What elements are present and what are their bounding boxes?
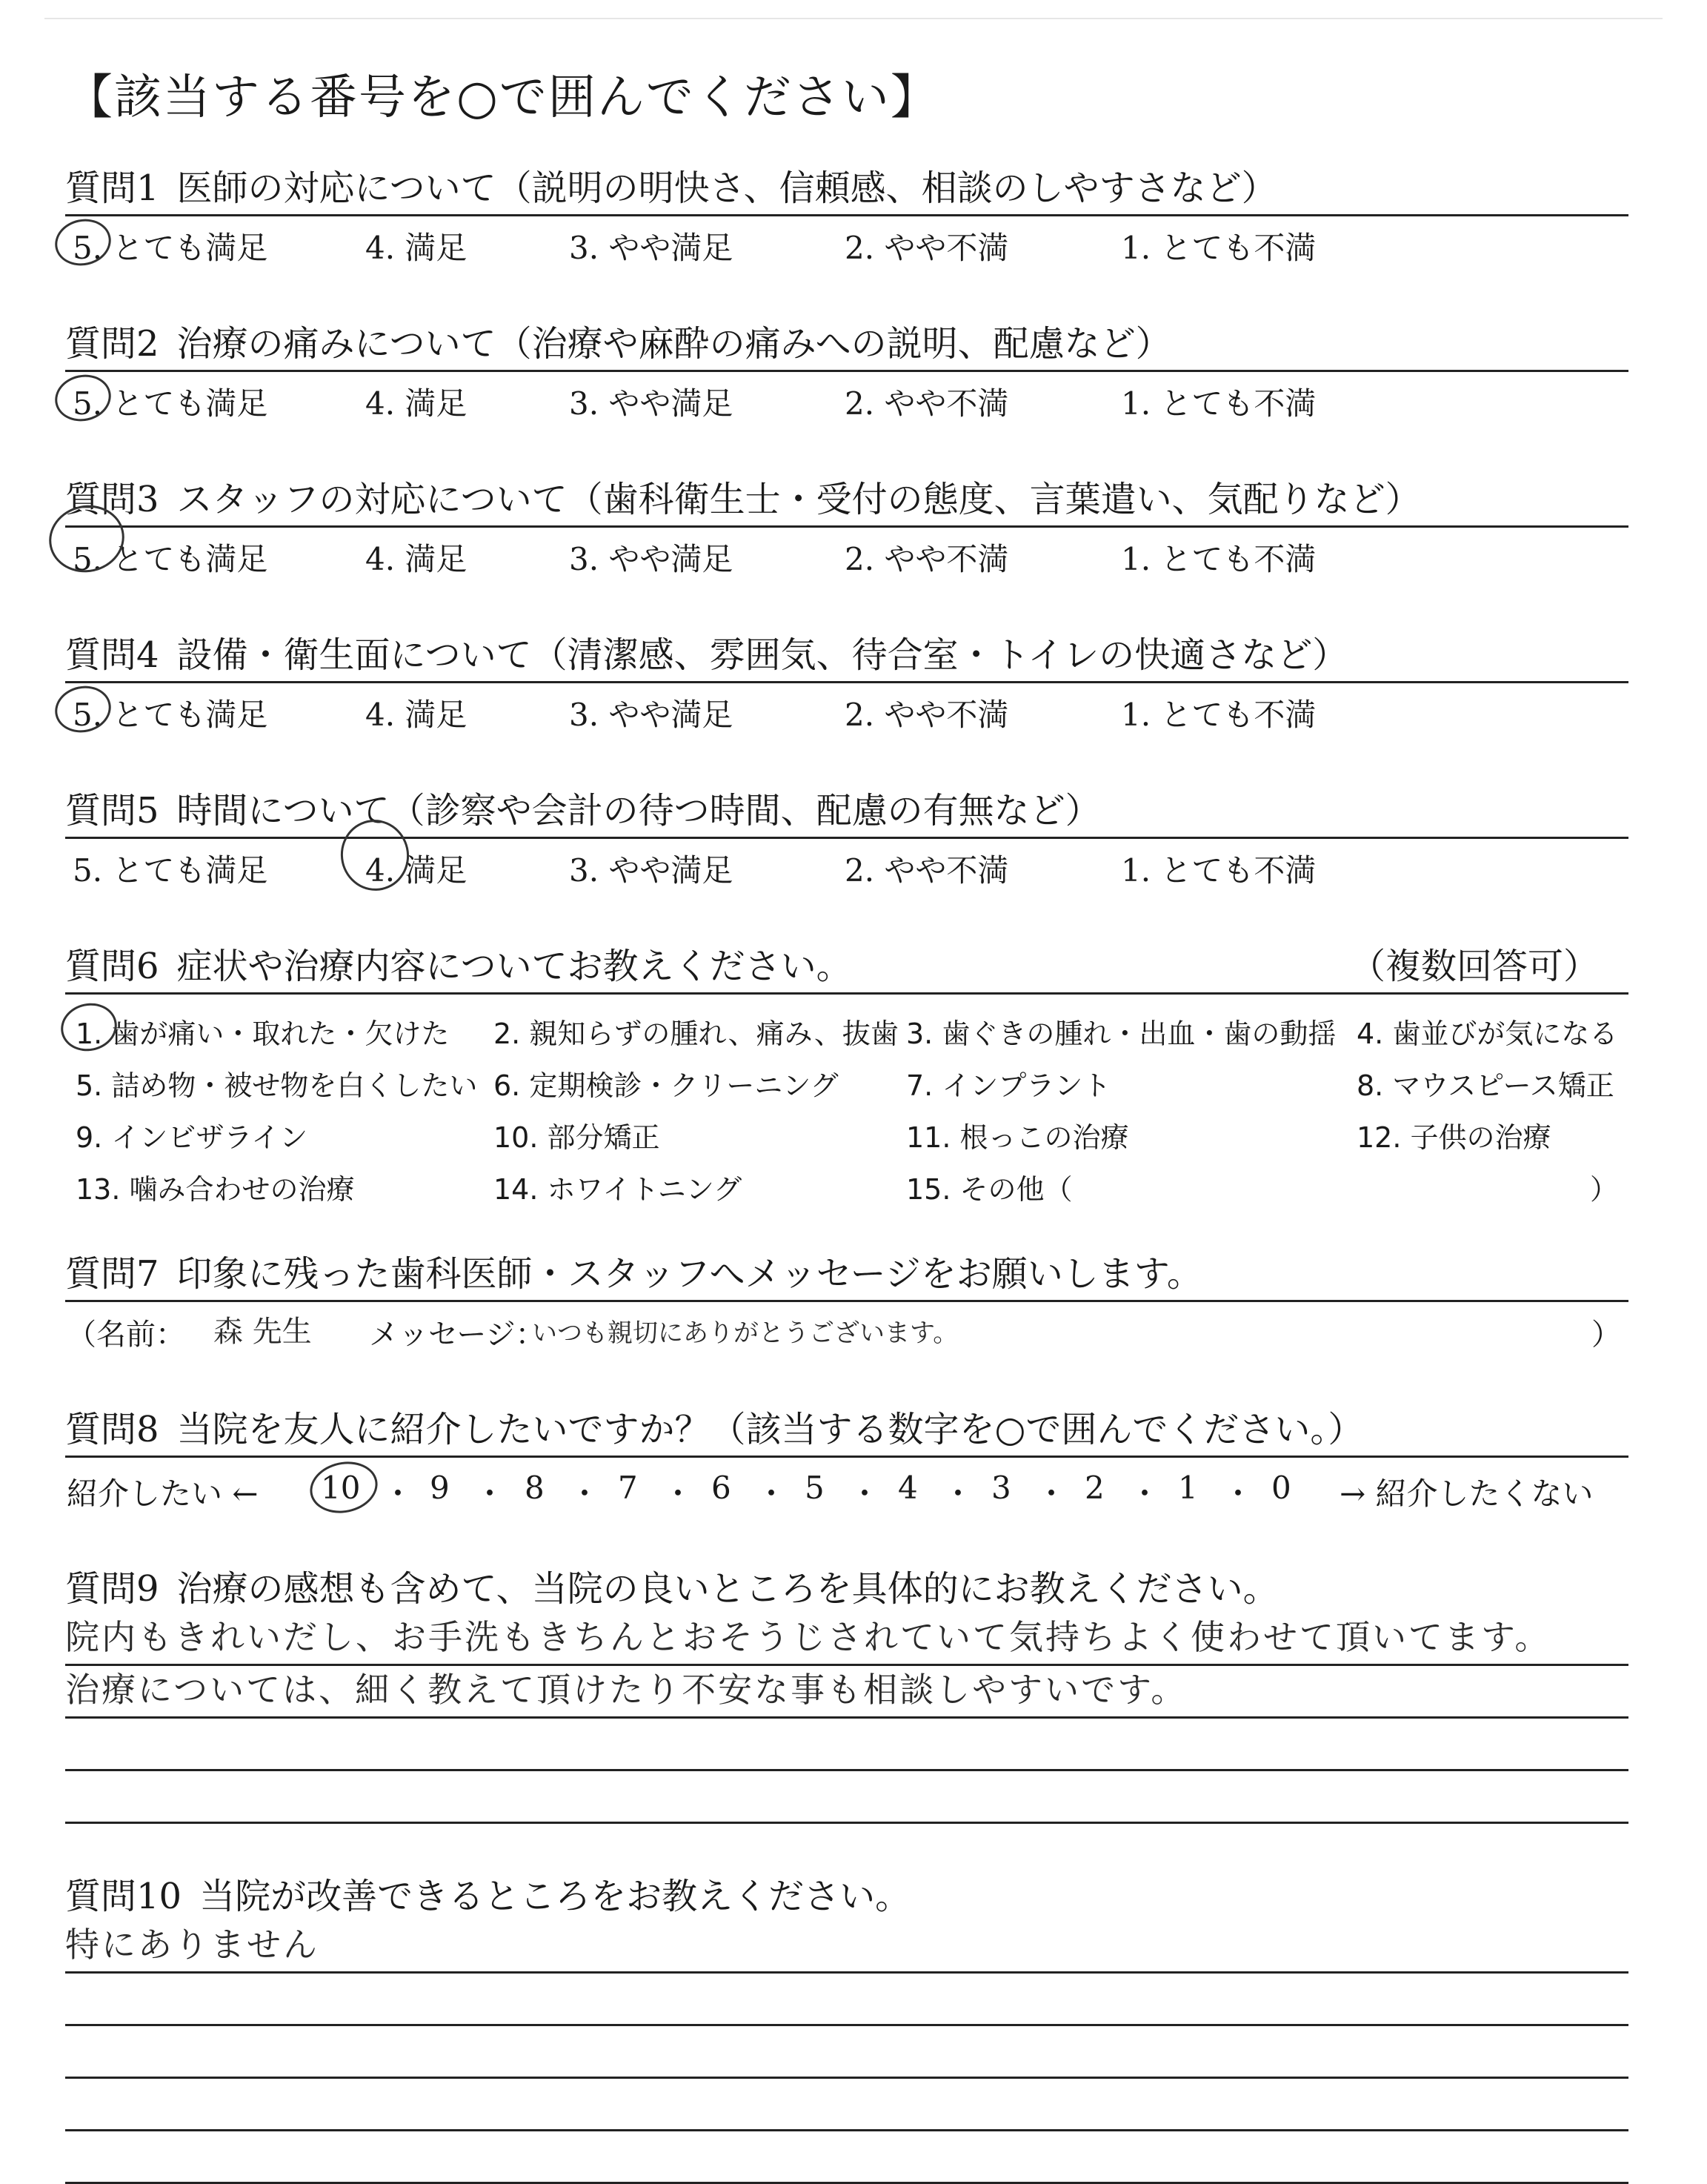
rating-options: [65, 372, 1628, 422]
symptom-4[interactable]: 4. 歯並びが気になる: [1357, 1018, 1618, 1050]
option-3[interactable]: 3. やや満足: [569, 230, 733, 266]
rating-options: [65, 216, 1628, 264]
scale-dot: ・: [1222, 1476, 1254, 1512]
answer-line: [65, 1771, 1628, 1824]
question-title: [65, 315, 1628, 368]
option-4[interactable]: 4. 満足: [365, 385, 467, 422]
question-text: 当院が改善できるところをお教えください。: [199, 1876, 911, 1917]
recommend-scale: [65, 1458, 1628, 1510]
question-number: 質問1: [65, 167, 159, 209]
question-6: [65, 937, 1628, 1209]
answer-area[interactable]: [65, 1921, 1628, 2184]
option-2[interactable]: 2. やや不満: [845, 852, 1009, 889]
question-3: [65, 471, 1628, 575]
question-text: 症状や治療内容についてお教えください。: [176, 946, 852, 987]
scale-8[interactable]: 8: [525, 1470, 545, 1506]
question-text: 設備・衛生面について（清潔感、雰囲気、待合室・トイレの快適さなど）: [176, 634, 1348, 676]
symptom-1[interactable]: 1. 歯が痛い・取れた・欠けた: [76, 1018, 450, 1050]
close-paren: ）: [1591, 1318, 1621, 1352]
scale-3[interactable]: 3: [991, 1470, 1011, 1506]
question-title: [65, 782, 1628, 835]
option-3[interactable]: 3. やや満足: [569, 852, 733, 889]
question-number: 質問3: [65, 479, 159, 520]
option-4[interactable]: 4. 満足: [365, 697, 467, 733]
scale-dot: ・: [569, 1476, 601, 1512]
question-title: [65, 937, 1628, 991]
option-4[interactable]: 4. 満足: [365, 541, 467, 577]
symptom-options: [65, 995, 1628, 1209]
question-number: 質問6: [65, 946, 159, 987]
question-text: 当院を友人に紹介したいですか？（該当する数字を○で囲んでください。）: [176, 1409, 1364, 1450]
question-number: 質問9: [65, 1568, 159, 1610]
message-line: [65, 1302, 1628, 1354]
answer-line: [65, 2079, 1628, 2131]
scale-dot: ・: [1036, 1476, 1068, 1512]
question-number: 質問2: [65, 323, 159, 365]
scale-dot: ・: [942, 1476, 974, 1512]
scale-dot: ・: [662, 1476, 694, 1512]
symptom-14[interactable]: 14. ホワイトニング: [493, 1173, 742, 1206]
scale-dot: ・: [382, 1476, 414, 1512]
name-label: （名前：: [67, 1318, 185, 1352]
message-value[interactable]: いつも親切にありがとうございます。: [532, 1318, 959, 1348]
question-text: 時間について（診察や会計の待つ時間、配慮の有無など）: [176, 790, 1101, 832]
handwritten-answer: 特にありません: [65, 1925, 319, 1965]
answer-area[interactable]: [65, 1613, 1628, 1824]
symptom-7[interactable]: 7. インプラント: [906, 1069, 1111, 1102]
symptom-10[interactable]: 10. 部分矯正: [493, 1121, 660, 1154]
symptom-11[interactable]: 11. 根っこの治療: [906, 1121, 1129, 1154]
question-title: [65, 626, 1628, 680]
scale-0[interactable]: 0: [1271, 1470, 1291, 1506]
option-3[interactable]: 3. やや満足: [569, 541, 733, 577]
question-7: [65, 1245, 1628, 1354]
question-text: 治療の感想も含めて、当院の良いところを具体的にお教えください。: [176, 1568, 1279, 1610]
symptom-2[interactable]: 2. 親知らずの腫れ、痛み、抜歯: [493, 1018, 899, 1050]
answer-line: [65, 1974, 1628, 2026]
name-value[interactable]: 森 先生: [213, 1315, 312, 1349]
symptom-9[interactable]: 9. インビザライン: [76, 1121, 308, 1154]
question-1: [65, 159, 1628, 264]
question-text: 印象に残った歯科医師・スタッフへメッセージをお願いします。: [176, 1253, 1202, 1295]
rating-options: [65, 683, 1628, 731]
rating-options: [65, 528, 1628, 575]
handwritten-answer: 院内もきれいだし、お手洗もきちんとおそうじされていて気持ちよく使わせて頂いてます。: [65, 1617, 1551, 1657]
question-10: [65, 1868, 1628, 2184]
scale-dot: ・: [1129, 1476, 1161, 1512]
question-text: 医師の対応について（説明の明快さ、信頼感、相談のしやすさなど）: [176, 167, 1277, 209]
symptom-6[interactable]: 6. 定期検診・クリーニング: [493, 1069, 839, 1102]
question-title: [65, 1245, 1628, 1298]
rating-options: [65, 839, 1628, 889]
question-title: [65, 1401, 1628, 1454]
option-1[interactable]: 1. とても不満: [1121, 541, 1317, 577]
question-title: [65, 1868, 1628, 1921]
scale-7[interactable]: 7: [618, 1470, 638, 1506]
scale-dot: ・: [849, 1476, 881, 1512]
option-2[interactable]: 2. やや不満: [845, 697, 1009, 733]
scale-5[interactable]: 5: [805, 1470, 825, 1506]
option-2[interactable]: 2. やや不満: [845, 385, 1009, 422]
other-close-paren: ）: [1589, 1173, 1618, 1206]
answer-line: [65, 1719, 1628, 1771]
scale-10[interactable]: 10: [321, 1470, 361, 1506]
symptom-5[interactable]: 5. 詰め物・被せ物を白くしたい: [76, 1069, 478, 1102]
option-1[interactable]: 1. とても不満: [1121, 697, 1317, 733]
answer-line: [65, 2131, 1628, 2184]
option-1[interactable]: 1. とても不満: [1121, 852, 1317, 889]
question-number: 質問5: [65, 790, 159, 832]
answer-line: [65, 1613, 1628, 1666]
question-title: [65, 471, 1628, 524]
question-9: [65, 1560, 1628, 1824]
question-number: 質問4: [65, 634, 159, 676]
option-2[interactable]: 2. やや不満: [845, 541, 1009, 577]
scale-dot: ・: [756, 1476, 788, 1512]
option-5[interactable]: 5. とても満足: [73, 230, 268, 266]
question-4: [65, 626, 1628, 731]
answer-line: [65, 1666, 1628, 1719]
symptom-12[interactable]: 12. 子供の治療: [1357, 1121, 1551, 1154]
scale-4[interactable]: 4: [898, 1470, 918, 1506]
question-2: [65, 315, 1628, 422]
symptom-8[interactable]: 8. マウスピース矯正: [1357, 1069, 1614, 1102]
scale-9[interactable]: 9: [430, 1470, 450, 1506]
question-number: 質問7: [65, 1253, 159, 1295]
top-divider: [44, 18, 1663, 19]
question-number: 質問8: [65, 1409, 159, 1450]
question-text: 治療の痛みについて（治療や麻酔の痛みへの説明、配慮など）: [176, 323, 1171, 365]
option-5[interactable]: 5. とても満足: [73, 852, 268, 889]
message-label: メッセージ：: [369, 1318, 545, 1352]
option-4[interactable]: 4. 満足: [365, 230, 467, 266]
scale-right-label: → 紹介したくない: [1340, 1476, 1594, 1512]
option-3[interactable]: 3. やや満足: [569, 385, 733, 422]
question-title: [65, 1560, 1628, 1613]
symptom-13[interactable]: 13. 噛み合わせの治療: [76, 1173, 355, 1206]
answer-line: [65, 2026, 1628, 2079]
option-1[interactable]: 1. とても不満: [1121, 385, 1317, 422]
option-3[interactable]: 3. やや満足: [569, 697, 733, 733]
option-4[interactable]: 4. 満足: [365, 852, 467, 889]
question-number: 質問10: [65, 1876, 182, 1917]
scale-6[interactable]: 6: [711, 1470, 731, 1506]
symptom-3[interactable]: 3. 歯ぐきの腫れ・出血・歯の動揺: [906, 1018, 1337, 1050]
option-5[interactable]: 5. とても満足: [73, 385, 268, 422]
scale-dot: ・: [474, 1476, 506, 1512]
scale-left-label: 紹介したい ←: [67, 1476, 259, 1512]
question-text: スタッフの対応について（歯科衛生士・受付の態度、言葉遣い、気配りなど）: [176, 479, 1421, 520]
question-5: [65, 782, 1628, 889]
multiple-answers-note: （複数回答可）: [1349, 946, 1599, 987]
handwritten-answer: 治療については、細く教えて頂けたり不安な事も相談しやすいです。: [65, 1670, 1188, 1710]
option-5[interactable]: 5. とても満足: [73, 697, 268, 733]
scale-2[interactable]: 2: [1085, 1470, 1105, 1506]
option-2[interactable]: 2. やや不満: [845, 230, 1009, 266]
option-5[interactable]: 5. とても満足: [73, 541, 268, 577]
scale-1[interactable]: 1: [1178, 1470, 1198, 1506]
symptom-15-other[interactable]: 15. その他（: [906, 1173, 1073, 1206]
question-title: [65, 159, 1628, 213]
question-8: [65, 1401, 1628, 1510]
option-1[interactable]: 1. とても不満: [1121, 230, 1317, 266]
answer-line: [65, 1921, 1628, 1974]
form-header: 【該当する番号を○で囲んでください】: [65, 70, 939, 125]
